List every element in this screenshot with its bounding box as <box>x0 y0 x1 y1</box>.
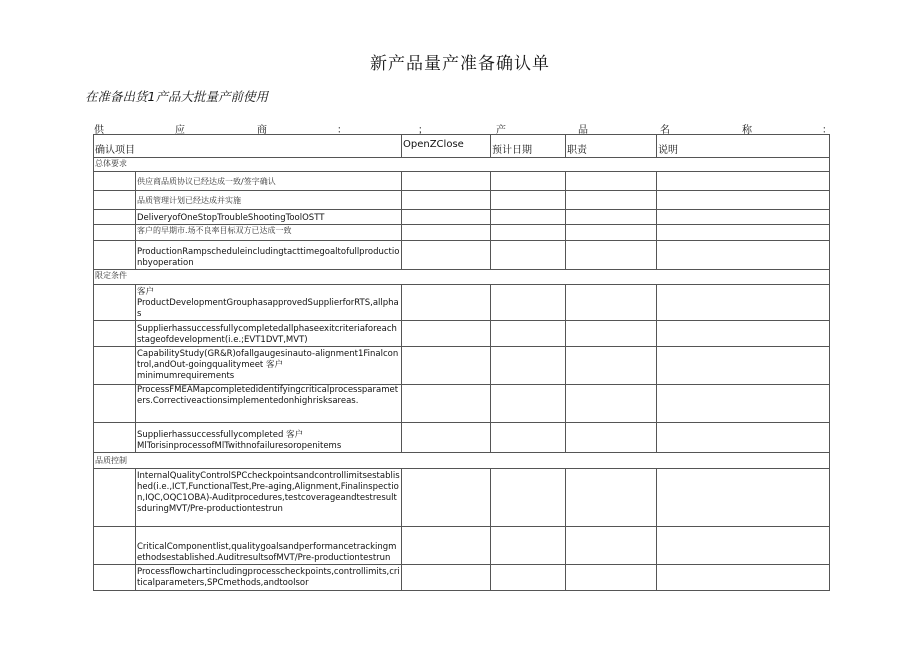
table-row <box>94 527 830 565</box>
header-responsibility: 职责 <box>566 135 657 158</box>
status-cell[interactable] <box>402 321 491 347</box>
owner-cell[interactable] <box>566 565 657 591</box>
owner-cell[interactable] <box>566 347 657 385</box>
date-cell[interactable] <box>491 565 566 591</box>
info-char: 名 <box>660 125 670 136</box>
table-row <box>94 285 830 321</box>
note-cell[interactable] <box>657 347 830 385</box>
info-char: 商 <box>257 125 267 136</box>
item-text: InternalQualityControlSPCcheckpointsandcontrollimitsestablished(i.e.,ICT,FunctionalTest,Pre-aging,Alignment,Finalinspection,IQC,OQC1OBA)-Auditprocedures,testcoverageandtestresultsduringMVT/Pre-productiontestrun <box>136 469 402 527</box>
owner-cell[interactable] <box>566 241 657 270</box>
info-char: 供 <box>94 125 104 136</box>
table-row <box>94 347 830 385</box>
owner-cell[interactable] <box>566 191 657 210</box>
header-item: 确认项目 <box>94 135 402 158</box>
item-text: CapabilityStudy(GR&R)ofallgaugesinauto-alignment1Finalcontrol,andOut-goingqualitymeet 客户 minimumrequirements <box>136 347 402 385</box>
owner-cell[interactable] <box>566 225 657 241</box>
note-cell[interactable] <box>657 527 830 565</box>
table-row <box>94 225 830 241</box>
date-cell[interactable] <box>491 191 566 210</box>
date-cell[interactable] <box>491 210 566 225</box>
item-text: 客户的早期市.场不良率目标双方已达成一致 <box>136 225 402 241</box>
owner-cell[interactable] <box>566 423 657 453</box>
owner-cell[interactable] <box>566 210 657 225</box>
note-cell[interactable] <box>657 469 830 527</box>
note-cell[interactable] <box>657 225 830 241</box>
status-cell[interactable] <box>402 527 491 565</box>
date-cell[interactable] <box>491 225 566 241</box>
note-cell[interactable] <box>657 321 830 347</box>
status-cell[interactable] <box>402 565 491 591</box>
item-text: Supplierhassuccessfullycompleted 客户 MlTorisinprocessofMlTwithnofailuresoropenitems <box>136 423 402 453</box>
table-header-row <box>94 135 830 158</box>
table-row <box>94 423 830 453</box>
date-cell[interactable] <box>491 469 566 527</box>
table-row <box>94 321 830 347</box>
section-row <box>94 158 830 172</box>
date-cell[interactable] <box>491 423 566 453</box>
note-cell[interactable] <box>657 423 830 453</box>
owner-cell[interactable] <box>566 385 657 423</box>
owner-cell[interactable] <box>566 172 657 191</box>
section-title: 限定条件 <box>94 270 830 285</box>
date-cell[interactable] <box>491 321 566 347</box>
note-cell[interactable] <box>657 385 830 423</box>
owner-cell[interactable] <box>566 527 657 565</box>
header-date: 预计日期 <box>491 135 566 158</box>
info-char: ： <box>822 125 832 136</box>
info-char: 品 <box>578 125 588 136</box>
item-text: ProcessFMEAMapcompletedidentifyingcriticalprocessparameters.Correctiveactionsimplementedonhighrisksareas. <box>136 385 402 423</box>
section-title: 总体要求 <box>94 158 830 172</box>
status-cell[interactable] <box>402 347 491 385</box>
note-cell[interactable] <box>657 285 830 321</box>
header-open-close: OpenZClose <box>402 135 491 158</box>
section-title: 品质控制 <box>94 453 830 469</box>
status-cell[interactable] <box>402 469 491 527</box>
status-cell[interactable] <box>402 385 491 423</box>
info-char: ： <box>337 125 347 136</box>
owner-cell[interactable] <box>566 285 657 321</box>
info-char: 产 <box>496 125 506 136</box>
note-cell[interactable] <box>657 172 830 191</box>
item-text: DeliveryofOneStopTroubleShootingToolOSTT <box>136 210 402 225</box>
status-cell[interactable] <box>402 210 491 225</box>
section-row <box>94 453 830 469</box>
item-text: Supplierhassuccessfullycompletedallphaseexitcriteriaforeachstageofdevelopment(i.e.;EVT1DVT,MVT) <box>136 321 402 347</box>
note-cell[interactable] <box>657 241 830 270</box>
info-char: ； <box>418 125 428 136</box>
item-text: 客户 ProductDevelopmentGrouphasapprovedSupplierforRTS,allphas <box>136 285 402 321</box>
table-row <box>94 191 830 210</box>
date-cell[interactable] <box>491 241 566 270</box>
info-char: 称 <box>742 125 752 136</box>
date-cell[interactable] <box>491 347 566 385</box>
status-cell[interactable] <box>402 172 491 191</box>
item-text: 供应商品质协议已经达成一致/签字确认 <box>136 172 402 191</box>
section-row <box>94 270 830 285</box>
table-row <box>94 565 830 591</box>
date-cell[interactable] <box>491 527 566 565</box>
table-row <box>94 385 830 423</box>
date-cell[interactable] <box>491 285 566 321</box>
table-row <box>94 241 830 270</box>
date-cell[interactable] <box>491 172 566 191</box>
note-cell[interactable] <box>657 565 830 591</box>
note-cell[interactable] <box>657 210 830 225</box>
status-cell[interactable] <box>402 225 491 241</box>
table-row <box>94 210 830 225</box>
item-text: 品质管理计划已经达成并实施 <box>136 191 402 210</box>
page-title: 新产品量产准备确认单 <box>370 54 550 74</box>
status-cell[interactable] <box>402 423 491 453</box>
item-text: CriticalComponentlist,qualitygoalsandperformancetrackingmethodsestablished.AuditresultsofMVT/Pre-productiontestrun <box>136 527 402 565</box>
page-subtitle: 在准备出货1产品大批量产前使用 <box>85 89 268 104</box>
note-cell[interactable] <box>657 191 830 210</box>
owner-cell[interactable] <box>566 469 657 527</box>
header-notes: 说明 <box>657 135 830 158</box>
supplier-product-line <box>92 121 832 136</box>
confirmation-table <box>93 134 830 591</box>
item-text: Processflowchartincludingprocesscheckpoints,controllimits,criticalparameters,SPCmethods,andtoolsor <box>136 565 402 591</box>
date-cell[interactable] <box>491 385 566 423</box>
info-char: 应 <box>175 125 185 136</box>
table-row <box>94 469 830 527</box>
owner-cell[interactable] <box>566 321 657 347</box>
table-row <box>94 172 830 191</box>
status-cell[interactable] <box>402 285 491 321</box>
status-cell[interactable] <box>402 241 491 270</box>
item-text: ProductionRampscheduleincludingtacttimegoaltofullproductionbyoperation <box>136 241 402 270</box>
status-cell[interactable] <box>402 191 491 210</box>
